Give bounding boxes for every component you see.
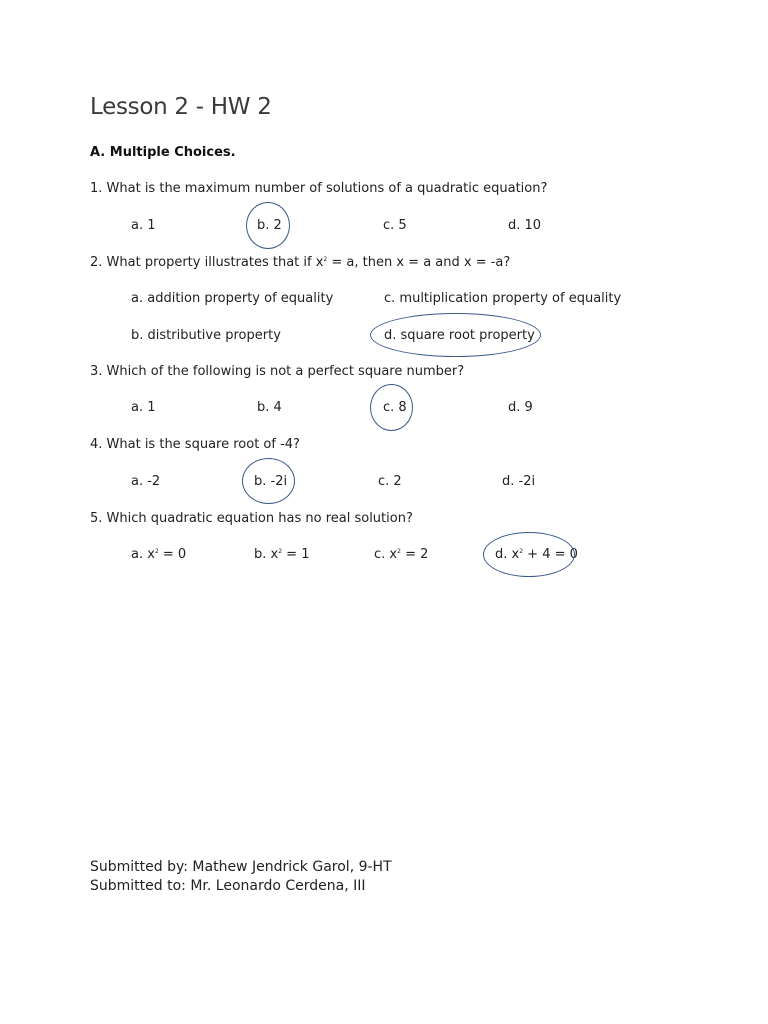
q1-option-c: c. 5 (383, 218, 407, 233)
q5-option-d: d. $x^2 + 4 = 0$ (495, 547, 578, 562)
page-title: Lesson 2 - HW 2 (90, 94, 272, 120)
q3-option-b: b. 4 (257, 400, 282, 415)
q5-option-c: c. $x^2 = 2$ (374, 547, 429, 562)
q2-superscript: 2 (323, 256, 328, 263)
q1-option-b: b. 2 (257, 218, 282, 233)
q5-option-b: b. $x^2 = 1$ (254, 547, 310, 562)
q1-option-d: d. 10 (508, 218, 542, 233)
q3-option-d: d. 9 (508, 400, 533, 415)
q3-option-a: a. 1 (131, 400, 156, 415)
question-5: 5. Which quadratic equation has no real solution? (90, 511, 413, 526)
q2-text-part-1: 2. What property illustrates that if x (90, 255, 324, 270)
q3-option-c: c. 8 (383, 400, 407, 415)
q5-option-a: a. $x^2 = 0$ (131, 547, 187, 562)
q4-option-a: a. -2 (131, 474, 161, 489)
question-3: 3. Which of the following is not a perfect square number? (90, 364, 465, 379)
q2-option-b: b. distributive property (131, 328, 281, 343)
q4-option-c: c. 2 (378, 474, 402, 489)
submitted-by: Submitted by: Mathew Jendrick Garol, 9-HT (90, 859, 392, 875)
q2-option-d: d. square root property (384, 328, 535, 343)
q1-option-a: a. 1 (131, 218, 156, 233)
submitted-to: Submitted to: Mr. Leonardo Cerdena, III (90, 878, 366, 894)
q2-text-part-2: = a, then x = a and x = -a? (327, 255, 511, 270)
q2-option-a: a. addition property of equality (131, 291, 334, 306)
question-2 (90, 255, 510, 270)
q4-option-b: b. -2i (254, 474, 288, 489)
question-1: 1. What is the maximum number of solutions of a quadratic equation? (90, 181, 548, 196)
section-heading: A. Multiple Choices. (90, 145, 236, 160)
question-4: 4. What is the square root of -4? (90, 437, 300, 452)
q4-option-d: d. -2i (502, 474, 536, 489)
q2-option-c: c. multiplication property of equality (384, 291, 622, 306)
